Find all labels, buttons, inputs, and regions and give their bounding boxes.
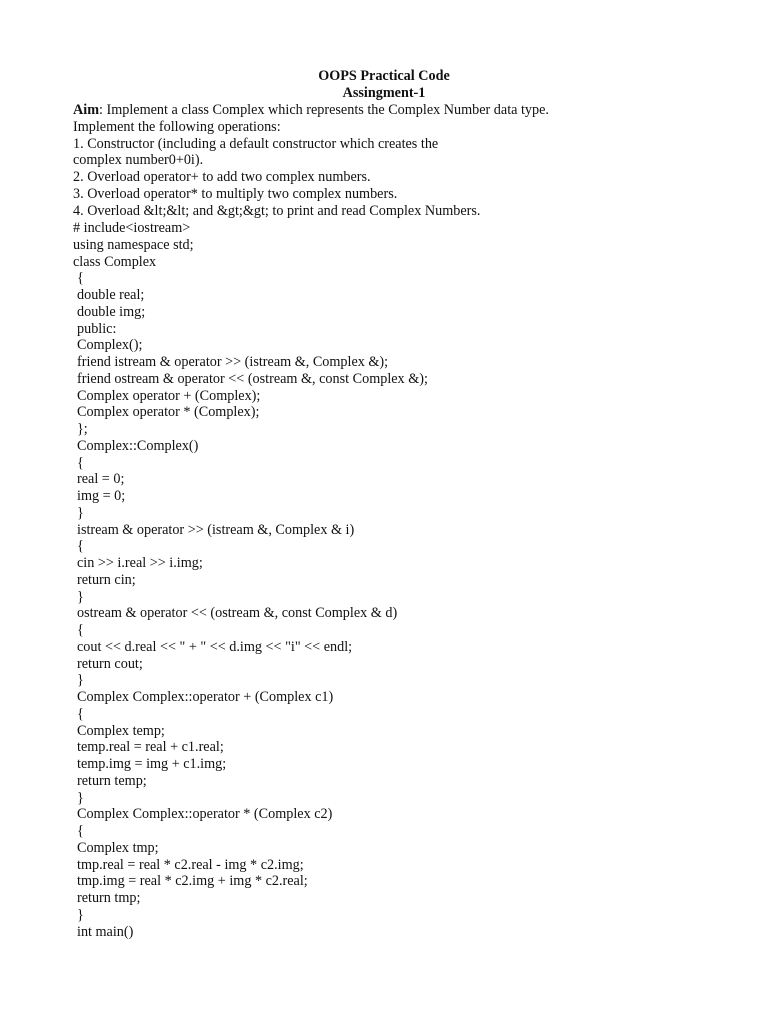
code-line: istream & operator >> (istream &, Complex & i): [77, 521, 355, 538]
code-line: }: [77, 588, 84, 605]
code-line: return cout;: [77, 655, 143, 672]
code-line: temp.real = real + c1.real;: [77, 739, 224, 756]
intro-block: [73, 102, 733, 219]
intro-line: 2. Overload operator+ to add two complex numbers.: [73, 169, 371, 185]
code-line: tmp.real = real * c2.real - img * c2.img;: [77, 856, 304, 873]
code-line: double real;: [77, 287, 145, 303]
code-line: {: [77, 823, 84, 839]
code-line: int main(): [77, 923, 134, 940]
code-line: Complex Complex::operator + (Complex c1): [77, 689, 334, 705]
code-line: friend istream & operator >> (istream &, Complex &);: [77, 354, 389, 370]
aim-line: [73, 102, 733, 119]
intro-line: 3. Overload operator* to multiply two complex numbers.: [73, 185, 398, 202]
code-line: return tmp;: [77, 890, 141, 906]
code-line: }: [77, 789, 84, 806]
code-line: tmp.img = real * c2.img + img * c2.real;: [77, 873, 308, 890]
code-line: };: [77, 421, 88, 437]
code-line: return temp;: [77, 772, 147, 789]
document-title: OOPS Practical Code: [318, 68, 450, 84]
aim-text: : Implement a class Complex which represents the Complex Number data type.: [99, 102, 549, 118]
code-line: Complex operator * (Complex);: [77, 404, 260, 421]
code-line: temp.img = img + c1.img;: [77, 756, 227, 772]
code-line: }: [77, 906, 84, 923]
code-line: friend ostream & operator << (ostream &, const Complex &);: [77, 370, 428, 387]
intro-line: 4. Overload &lt;&lt; and &gt;&gt; to print and read Complex Numbers.: [73, 202, 481, 219]
code-line: class Complex: [73, 253, 157, 270]
code-line: Complex();: [77, 337, 143, 354]
code-line: Complex Complex::operator * (Complex c2): [77, 806, 333, 823]
code-line: }: [77, 504, 84, 521]
document-subtitle: Assingment-1: [342, 85, 426, 101]
code-line: }: [77, 672, 84, 689]
intro-line: 1. Constructor (including a default constructor which creates the: [73, 135, 439, 152]
title-block: [0, 68, 768, 102]
code-line: real = 0;: [77, 471, 125, 488]
code-line: img = 0;: [77, 488, 126, 504]
code-line: {: [77, 270, 84, 287]
code-line: {: [77, 538, 84, 555]
code-line: Complex tmp;: [77, 839, 159, 856]
code-line: # include<iostream>: [73, 220, 191, 236]
code-line: cout << d.real << " + " << d.img << "i" << endl;: [77, 638, 353, 655]
code-line: Complex temp;: [77, 722, 165, 739]
code-line: ostream & operator << (ostream &, const Complex & d): [77, 605, 398, 622]
aim-label: Aim: [73, 102, 100, 118]
code-line: {: [77, 705, 84, 722]
code-line: {: [77, 622, 84, 638]
code-line: return cin;: [77, 571, 136, 588]
code-line: public:: [77, 320, 117, 337]
code-line: double img;: [77, 303, 146, 320]
intro-line: Implement the following operations:: [73, 118, 281, 135]
code-listing: [73, 220, 733, 940]
code-line: cin >> i.real >> i.img;: [77, 555, 203, 571]
code-line: {: [77, 454, 84, 471]
code-line: using namespace std;: [73, 236, 194, 253]
intro-line: complex number0+0i).: [73, 152, 204, 169]
code-line: Complex::Complex(): [77, 437, 199, 454]
code-line: Complex operator + (Complex);: [77, 387, 261, 404]
